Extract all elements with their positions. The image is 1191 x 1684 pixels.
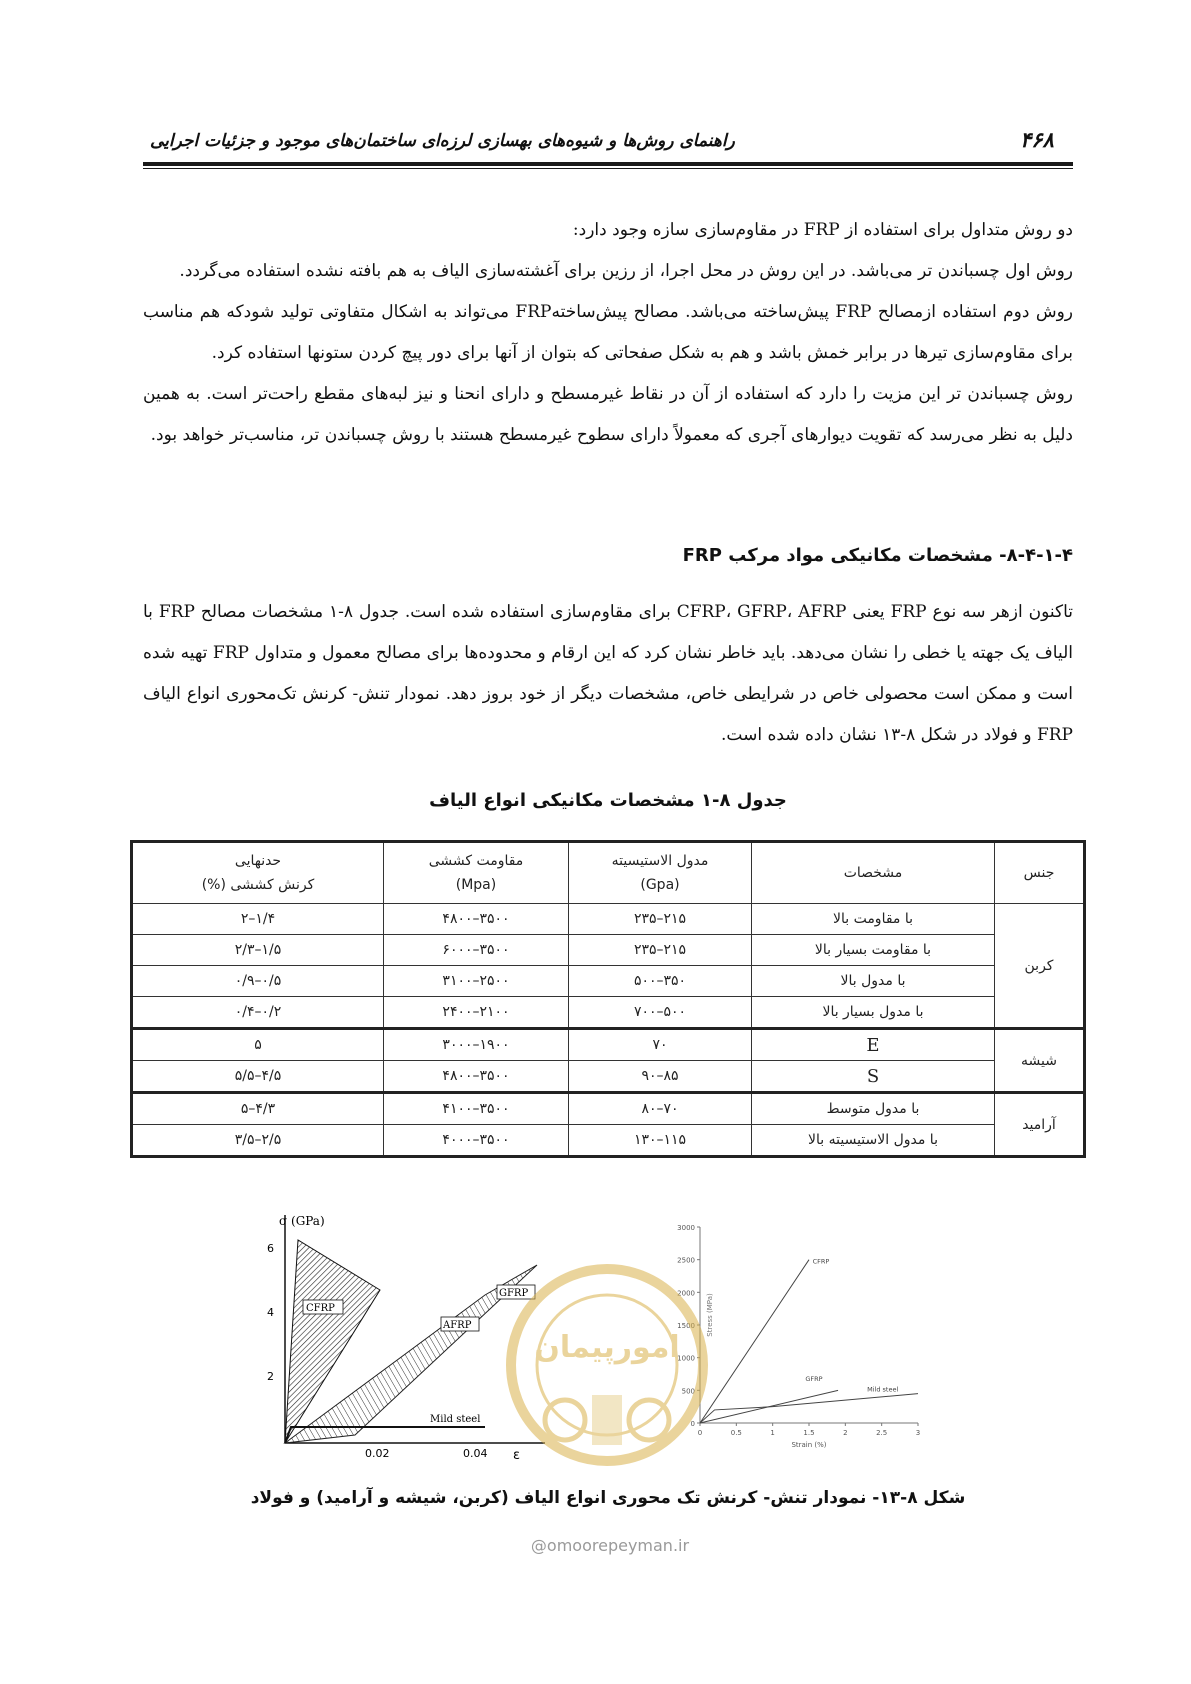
strength-cell: ۳۵۰۰–۴۰۰۰ (384, 1125, 569, 1157)
watermark-seal (487, 1245, 727, 1505)
figure-caption: شکل ۸-۱۳- نمودار تنش- کرنش تک محوری انواع الیاف (کربن، شیشه و آرامید) و فولاد (250, 1488, 966, 1508)
cfrp-label: CFRP (306, 1303, 335, 1314)
y-tick-2: 2 (267, 1370, 274, 1383)
strength-cell: ۳۵۰۰–۴۸۰۰ (384, 904, 569, 935)
strength-cell: ۲۵۰۰–۳۱۰۰ (384, 966, 569, 997)
table-row (132, 966, 1085, 997)
header-spec: مشخصات (752, 842, 995, 904)
chart-series-label: Mild steel (867, 1385, 899, 1394)
table-row (132, 904, 1085, 935)
strain-cell: ۴/۳–۵ (132, 1093, 384, 1125)
chart-y-axis-label: Stress (MPa) (706, 1293, 714, 1337)
chart-series-line-mild-steel (700, 1394, 918, 1423)
modulus-cell: ۵۰۰–۷۰۰ (569, 997, 752, 1029)
chart-series-label: GFRP (805, 1375, 823, 1384)
strength-cell: ۱۹۰۰–۳۰۰۰ (384, 1029, 569, 1061)
running-title: راهنمای روش‌ها و شیوه‌های بهسازی لرزه‌ای ساختمان‌های موجود و جزئیات اجرایی (150, 131, 735, 151)
header-strain: حدنهایی کرنش کششی (%) (132, 842, 384, 904)
table-row (132, 997, 1085, 1029)
table-caption: جدول ۸-۱ مشخصات مکانیکی انواع الیاف (429, 790, 787, 811)
table-body (132, 904, 1085, 1157)
x-axis-symbol: ε (513, 1448, 521, 1463)
chart-y-tick-label: 2500 (677, 1256, 695, 1265)
intro-paragraph-1: دو روش متداول برای استفاده از FRP در مقاوم‌سازی سازه وجود دارد: (572, 220, 1073, 240)
strain-cell: ۰/۲–۰/۴ (132, 997, 384, 1029)
strain-cell: ۲/۵–۳/۵ (132, 1125, 384, 1157)
table-row (132, 1093, 1085, 1125)
chart-x-tick-label: 1.5 (803, 1429, 815, 1437)
spec-cell: با مدول الاستیسیته بالا (752, 1125, 995, 1157)
seal-building-icon (592, 1395, 622, 1445)
section-paragraph: تاکنون ازهر سه نوع FRP یعنی CFRP، GFRP، AFRP برای مقاوم‌سازی استفاده شده است. جدول ۸-۱ مشخصات مصالح FRP با الیاف یک جهته یا خطی را نشان می‌دهد. باید خاطر نشان کرد که این ارقام و محدوده‌ها برای مصالح معمول و متداول FRP تهیه شده است و ممکن است محصولی خاص در شرایطی خاص، مشخصات دیگر از خود بروز دهد. نمودار تنش- کرنش تک‌محوری انواع الیاف FRP و فولاد در شکل ۸-۱۳ نشان داده شده است. (143, 602, 1074, 745)
header-rule-thin (143, 168, 1073, 169)
spec-cell: با مقاومت بالا (752, 904, 995, 935)
chart-y-tick-label: 1500 (677, 1322, 695, 1330)
intro-paragraph-3: روش دوم استفاده ازمصالح FRP پیش‌ساخته می‌باشد. مصالح پیش‌ساختهFRP می‌تواند به اشکال متفاوتی تولید شودکه هم مناسب برای مقاوم‌سازی تیرها در برابر خمش باشد و هم به شکل صفحاتی که بتوان از آنها برای دور پیچ کردن ستونها استفاده کرد. (143, 302, 1074, 363)
table-row (132, 935, 1085, 966)
chart-x-tick-label: 0 (697, 1429, 703, 1437)
gfrp-label: GFRP (499, 1288, 529, 1299)
modulus-cell: ۲۱۵–۲۳۵ (569, 935, 752, 966)
chart-y-tick-label: 1000 (677, 1354, 695, 1363)
y-axis-label: σ (GPa) (279, 1214, 325, 1228)
strength-cell: ۳۵۰۰–۶۰۰۰ (384, 935, 569, 966)
table-row (132, 1125, 1085, 1157)
material-cell: شیشه (995, 1029, 1085, 1093)
material-cell: کربن (995, 904, 1085, 1029)
chart-x-tick-label: 3 (915, 1429, 921, 1437)
strain-cell: ۵ (132, 1029, 384, 1061)
seal-text: امورپیمان (534, 1330, 680, 1365)
modulus-cell: ۳۵۰–۵۰۰ (569, 966, 752, 997)
modulus-cell: ۷۰–۸۰ (569, 1093, 752, 1125)
spec-cell: با مقاومت بسیار بالا (752, 935, 995, 966)
chart-y-tick-label: 0 (690, 1420, 695, 1428)
spec-cell: با مدول بالا (752, 966, 995, 997)
spec-cell: با مدول بسیار بالا (752, 997, 995, 1029)
intro-paragraph-4: روش چسباندن تر این مزیت را دارد که استفاده از آن در نقاط غیرمسطح و دارای انحنا و نیز لبه‌های مقطع راحت‌تر است. به همین دلیل به نظر می‌رسد که تقویت دیوارهای آجری که معمولاً دارای سطوح غیرمسطح هستند با روش چسباندن تر، مناسب‌تر خواهد بود. (143, 384, 1073, 445)
header-material: جنس (995, 842, 1085, 904)
spec-cell: با مدول متوسط (752, 1093, 995, 1125)
x-tick-004: 0.04 (463, 1447, 488, 1460)
strain-cell: ۱/۴–۲ (132, 904, 384, 935)
chart-y-tick-label: 2000 (677, 1289, 695, 1298)
spec-cell: S (752, 1061, 995, 1093)
y-tick-6: 6 (267, 1242, 274, 1255)
chart-x-tick-label: 2.5 (876, 1429, 888, 1437)
strain-cell: ۴/۵–۵/۵ (132, 1061, 384, 1093)
table-row (132, 1029, 1085, 1061)
header-strength: مقاومت کششی (Mpa) (384, 842, 569, 904)
strength-cell: ۳۵۰۰–۴۱۰۰ (384, 1093, 569, 1125)
intro-text (143, 210, 1073, 456)
chart-y-tick-label: 500 (681, 1387, 695, 1396)
strain-cell: ۰/۵–۰/۹ (132, 966, 384, 997)
chart-x-tick-label: 0.5 (730, 1429, 742, 1437)
spec-cell: E (752, 1029, 995, 1061)
fiber-properties-table (130, 840, 1086, 1158)
chart-x-axis-label: Strain (%) (791, 1441, 827, 1449)
table-header-row (132, 842, 1085, 904)
chart-y-tick-label: 3000 (677, 1224, 695, 1232)
chart-x-tick-label: 1 (770, 1429, 775, 1437)
strength-cell: ۳۵۰۰–۴۸۰۰ (384, 1061, 569, 1093)
modulus-cell: ۲۱۵–۲۳۵ (569, 904, 752, 935)
steel-label: Mild steel (430, 1414, 481, 1425)
material-cell: آرامید (995, 1093, 1085, 1157)
modulus-cell: ۱۱۵–۱۳۰ (569, 1125, 752, 1157)
page-number: ۴۶۸ (1020, 128, 1054, 152)
section-heading: ۸-۴-۱-۴- مشخصات مکانیکی مواد مرکب FRP (682, 545, 1073, 566)
y-tick-4: 4 (267, 1306, 274, 1319)
strain-cell: ۱/۵–۲/۳ (132, 935, 384, 966)
afrp-label: AFRP (443, 1320, 472, 1331)
table-row (132, 1061, 1085, 1093)
chart-x-tick-label: 2 (843, 1429, 848, 1437)
watermark-site: @omoorepeyman.ir (530, 1536, 690, 1555)
modulus-cell: ۸۵–۹۰ (569, 1061, 752, 1093)
header-modulus: مدول الاستیسیته (Gpa) (569, 842, 752, 904)
header-rule (143, 162, 1073, 166)
modulus-cell: ۷۰ (569, 1029, 752, 1061)
x-tick-002: 0.02 (365, 1447, 390, 1460)
intro-paragraph-2: روش اول چسباندن تر می‌باشد. در این روش در محل اجرا، از رزین برای آغشته‌سازی الیاف به هم بافته نشده استفاده می‌گردد. (179, 261, 1073, 281)
chart-series-label: CFRP (812, 1257, 830, 1266)
strength-cell: ۲۱۰۰–۲۴۰۰ (384, 997, 569, 1029)
